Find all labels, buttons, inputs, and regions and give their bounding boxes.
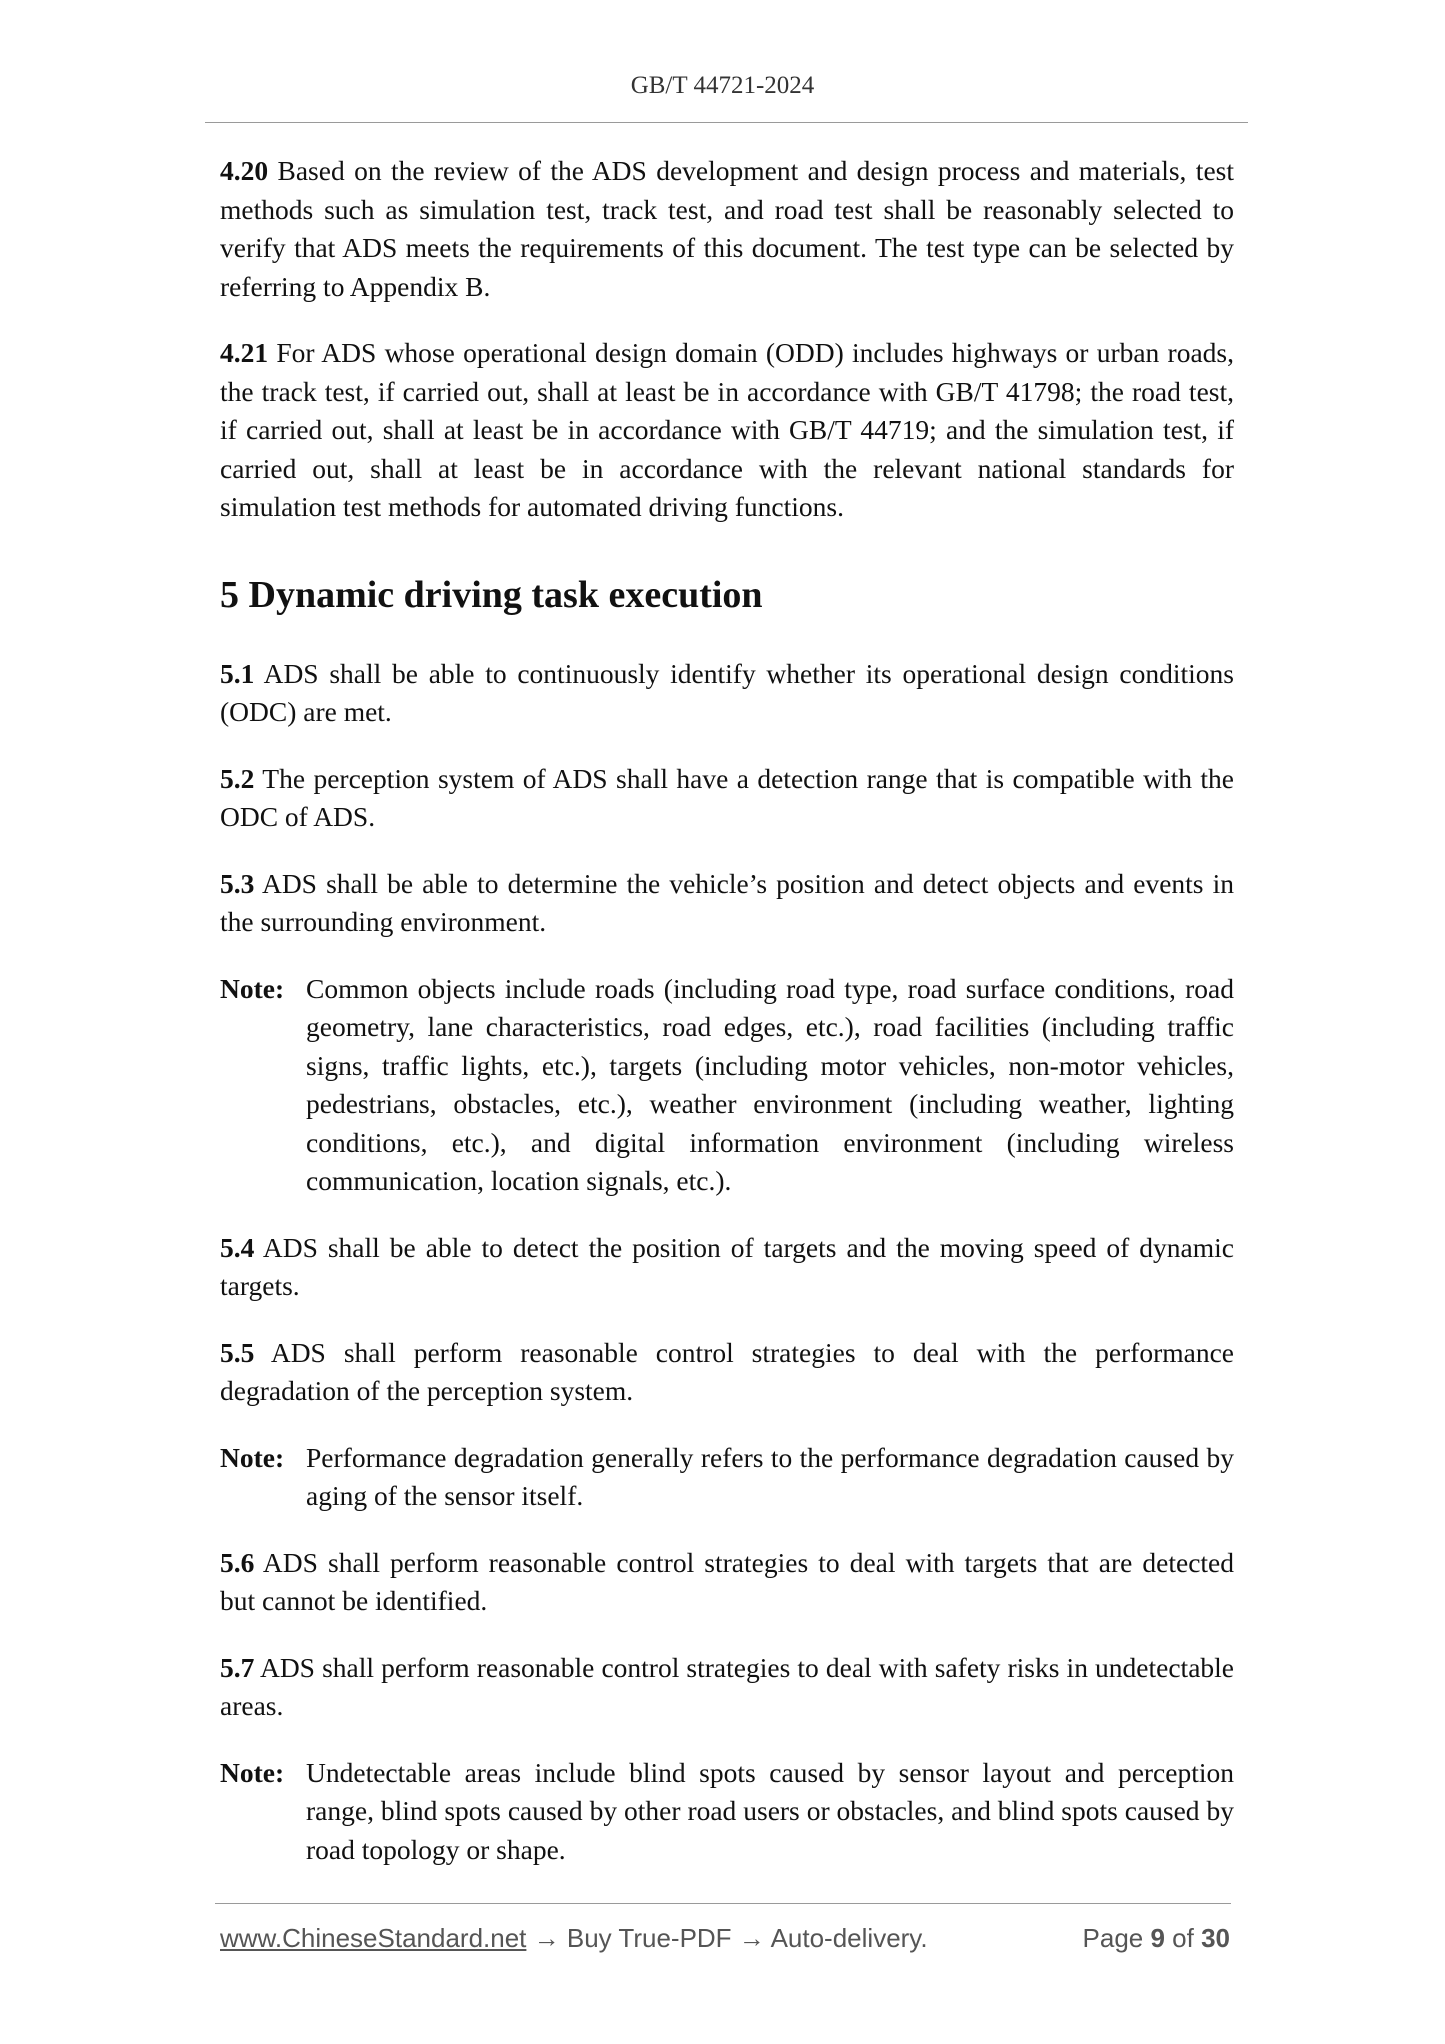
clause-text: ADS shall perform reasonable control strategies to deal with safety risks in undetectable areas. <box>220 1651 1234 1721</box>
clause-text: Based on the review of the ADS development and design process and materials, test methods such as simulation test, track test, and road test shall be reasonably selected to verify that ADS meets the requirements of this document. The test type can be selected by referring to Appendix B. <box>220 155 1234 302</box>
header-divider <box>205 122 1248 123</box>
clause-text: ADS shall be able to detect the position of targets and the moving speed of dynamic targets. <box>220 1231 1234 1301</box>
clause-5-3 <box>220 865 1234 942</box>
note-text: Undetectable areas include blind spots caused by sensor layout and perception range, blind spots caused by other road users or obstacles, and blind spots caused by road topology or shape. <box>306 1756 1234 1865</box>
clause-number: 5.1 <box>220 657 255 689</box>
page-content <box>220 152 1234 1897</box>
page-indicator <box>1083 1923 1230 1954</box>
page-footer <box>220 1923 1230 1963</box>
note-performance-degradation <box>220 1439 1234 1516</box>
clause-number: 4.21 <box>220 337 269 368</box>
website-link[interactable]: www.ChineseStandard.net <box>220 1923 527 1953</box>
clause-text: ADS shall be able to determine the vehicle’s position and detect objects and events in the surrounding environment. <box>220 867 1234 937</box>
clause-number: 5.5 <box>220 1336 255 1368</box>
note-undetectable-areas <box>220 1754 1234 1870</box>
clause-text: ADS shall be able to continuously identify whether its operational design conditions (ODC) are met. <box>220 657 1234 727</box>
note-label: Note: <box>220 1441 285 1473</box>
clause-5-7 <box>220 1649 1234 1726</box>
clause-5-1 <box>220 655 1234 732</box>
clause-text: The perception system of ADS shall have a detection range that is compatible with the ODC of ADS. <box>220 762 1234 832</box>
section-heading: 5 Dynamic driving task execution <box>220 573 763 616</box>
page-total: 30 <box>1201 1923 1230 1953</box>
note-label: Note: <box>220 972 285 1004</box>
clause-number: 5.7 <box>220 1651 255 1683</box>
note-label: Note: <box>220 1756 285 1788</box>
clause-number: 5.4 <box>220 1231 255 1263</box>
clause-number: 5.6 <box>220 1546 255 1578</box>
clause-5-2 <box>220 760 1234 837</box>
note-text: Common objects include roads (including road type, road surface conditions, road geometry, lane characteristics, road edges, etc.), road facilities (including traffic signs, traffic lights, etc.), targets (including motor vehicles, non-motor vehicles, pedestrians, obstacles, etc.), weather environment (including weather, lighting conditions, etc.), and digital information environment (including wireless communication, location signals, etc.). <box>306 972 1234 1196</box>
clause-5-4 <box>220 1229 1234 1306</box>
footer-divider <box>215 1903 1231 1904</box>
footer-tagline: → Buy True-PDF → Auto-delivery. <box>526 1923 928 1953</box>
clause-5-6 <box>220 1544 1234 1621</box>
note-common-objects <box>220 970 1234 1201</box>
clause-4-21 <box>220 334 1234 527</box>
clause-number: 5.2 <box>220 762 255 794</box>
of-word: of <box>1164 1923 1202 1953</box>
clause-text: ADS shall perform reasonable control strategies to deal with targets that are detected but cannot be identified. <box>220 1546 1234 1616</box>
clause-4-20 <box>220 152 1234 306</box>
clause-text: For ADS whose operational design domain (ODD) includes highways or urban roads, the track test, if carried out, shall at least be in accordance with GB/T 41798; the road test, if carried out, shall at least be in accordance with GB/T 44719; and the simulation test, if carried out, shall at least be in accordance with the relevant national standards for simulation test methods for automated driving functions. <box>220 337 1234 522</box>
page-number: 9 <box>1150 1923 1165 1953</box>
clause-text: ADS shall perform reasonable control strategies to deal with the performance degradation of the perception system. <box>220 1336 1234 1406</box>
document-code-header: GB/T 44721-2024 <box>630 72 815 99</box>
clause-5-5 <box>220 1334 1234 1411</box>
clause-number: 4.20 <box>220 155 269 186</box>
footer-promo <box>220 1923 928 1954</box>
note-text: Performance degradation generally refers to the performance degradation caused by aging of the sensor itself. <box>306 1441 1234 1511</box>
clause-number: 5.3 <box>220 867 255 899</box>
page-word: Page <box>1082 1923 1151 1953</box>
